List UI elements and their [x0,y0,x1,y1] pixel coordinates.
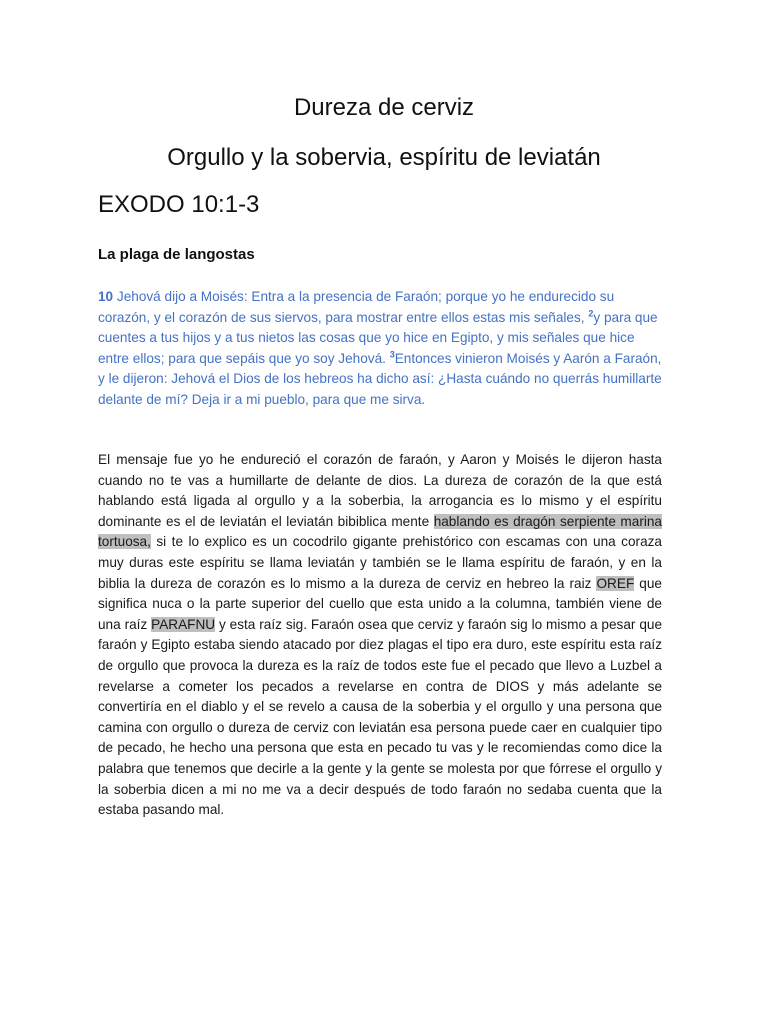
body-text-1: El mensaje fue yo he endureció el corazón de faraón, y Aaron y Moisés le dijeron hasta cuando no te vas a humillarte de delante de dios. La dureza de corazón de la que está hablando está ligada al orgullo y a la soberbia, la arrogancia es lo mismo y el espíritu dominante es el de leviatán el leviatán bibiblica mente [98,452,662,529]
verse-superscript-3: 3 [389,349,395,360]
body-paragraph [98,450,662,821]
highlight-oref: OREF [596,575,635,591]
verse-number: 10 [98,289,114,304]
body-text-3: que significa nuca o la parte superior del cuello que esta unido a la columna, también viene de una raíz [98,575,662,632]
verse-text-1: Jehová dijo a Moisés: Entra a la presencia de Faraón; porque yo he endurecido su corazón, y el corazón de sus siervos, para mostrar entre ellos estas mis señales, [98,289,615,325]
verse-superscript-2: 2 [588,308,594,319]
body-text-4: y esta raíz sig. Faraón osea que cerviz y faraón sig lo mismo a pesar que faraón y Egipto estaba siendo atacado por diez plagas el tipo era duro, este espíritu esta raíz de orgullo que provoca la dureza es la raíz de todos este fue el pecado que llevo a Luzbel a revelarse a cometer los pecados a revelarse en contra de DIOS y más adelante se convertiría en el diablo y el se revelo a causa de la soberbia y el orgullo y una persona que camina con orgullo o dureza de cerviz con leviatán esa persona puede caer en cualquier tipo de pecado, he hecho una persona que esta en pecado tu vas y le recomiendas como dice la palabra que tenemos que decirle a la gente y la gente se molesta por que fórrese el orgullo y la soberbia dicen a mi no me va a decir después de todo faraón no sedaba cuenta que la estaba pasando mal. [98,616,662,818]
highlight-parafnu: PARAFNU [151,616,216,632]
section-heading: La plaga de langostas [98,246,255,263]
verse-text-2: y para que cuentes a tus hijos y a tus nietos las cosas que yo hice en Egipto, y mis señales que hice entre ellos; para que sepáis que yo soy Jehová. [98,309,658,366]
body-text-2: si te lo explico es un cocodrilo gigante prehistórico con escamas con una coraza muy duras este espíritu se llama leviatán y también se le llama espíritu de faraón, y en la biblia la dureza de corazón es lo mismo a la dureza de cerviz en hebreo la raiz [98,534,662,591]
verse-text-3: Entonces vinieron Moisés y Aarón a Faraón, y le dijeron: Jehová el Dios de los hebreos ha dicho así: ¿Hasta cuándo no querrás humillarte delante de mí? Deja ir a mi pueblo, para que me sirva. [98,350,662,407]
page-subtitle: Orgullo y la sobervia, espíritu de leviatán [167,144,601,171]
highlight-dragon: hablando es dragón serpiente marina tortuosa, [98,513,662,550]
page-title: Dureza de cerviz [293,94,475,121]
scripture-reference: EXODO 10:1-3 [98,191,260,218]
scripture-passage [98,287,668,411]
